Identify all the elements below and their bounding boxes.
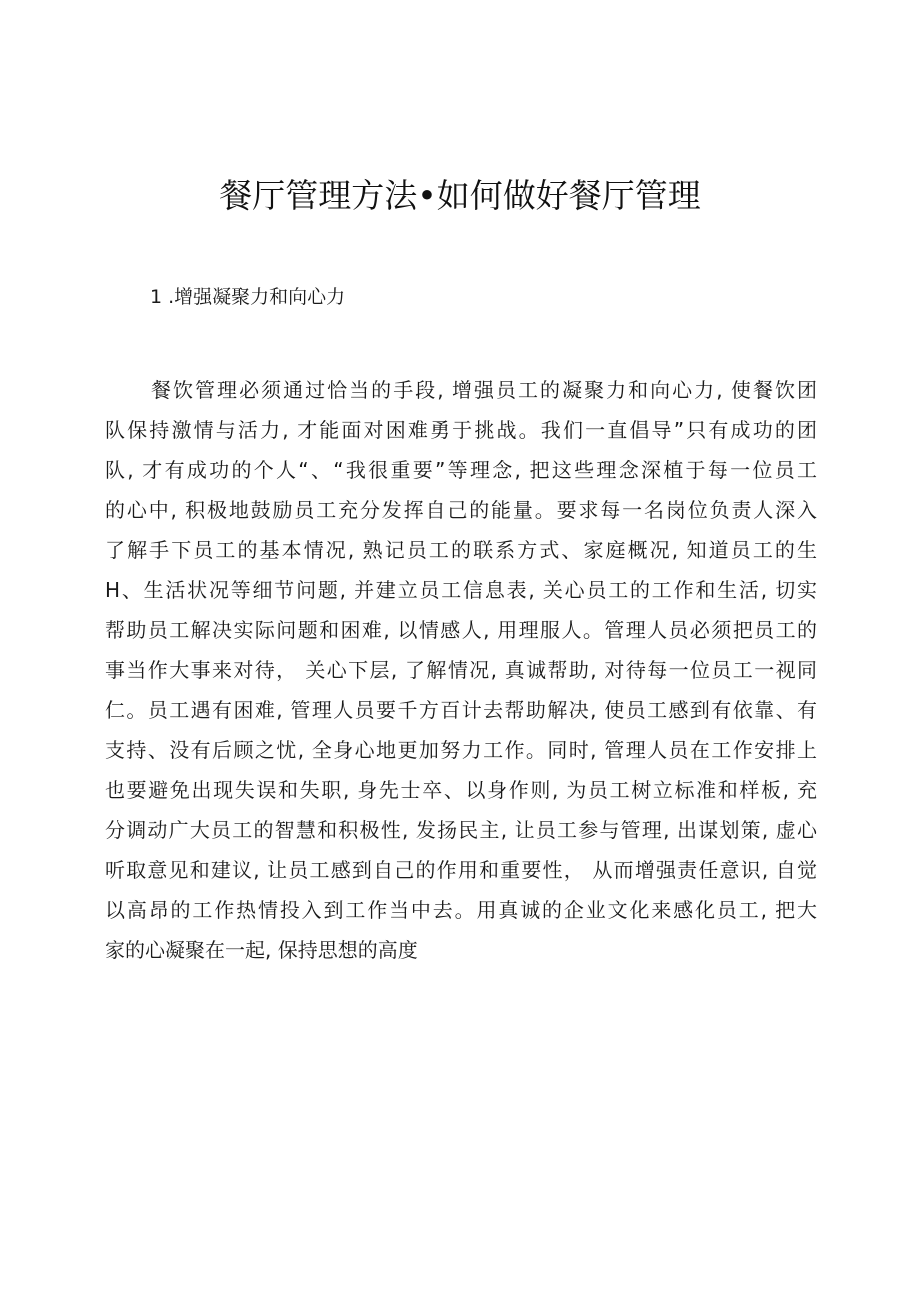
paragraph-line: H、生活状况等细节问题, 并建立员工信息表, 关心员工的工作和生活, 切实 [105, 578, 817, 602]
paragraph-line: 事当作大事来对待， 关心下层, 了解情况, 真诚帮助, 对待每一位员工一视同 [105, 658, 817, 682]
paragraph-line: 以高昂的工作热情投入到工作当中去。用真诚的企业文化来感化员工, 把大 [105, 898, 817, 922]
paragraph-line: 队, 才有成功的个人“、“我很重要”等理念, 把这些理念深植于每一位员工 [105, 458, 817, 482]
paragraph-line: 的心中, 积极地鼓励员工充分发挥自己的能量。要求每一名岗位负责人深入 [105, 498, 817, 522]
paragraph-line: 分调动广大员工的智慧和积极性, 发扬民主, 让员工参与管理, 出谋划策, 虚心 [105, 818, 817, 842]
paragraph-line: 帮助员工解决实际问题和困难, 以情感人, 用理服人。管理人员必须把员工的 [105, 618, 817, 642]
paragraph-line: 队保持激情与活力, 才能面对困难勇于挑战。我们一直倡导”只有成功的团 [105, 418, 817, 442]
paragraph-line: 餐饮管理必须通过恰当的手段, 增强员工的凝聚力和向心力, 使餐饮团 [151, 378, 817, 402]
page-title: 餐厅管理方法•如何做好餐厅管理 [219, 176, 701, 215]
paragraph-line: 仁。员工遇有困难, 管理人员要千方百计去帮助解决, 使员工感到有依靠、有 [105, 698, 817, 722]
paragraph-line: 支持、没有后顾之忧, 全身心地更加努力工作。同时, 管理人员在工作安排上 [105, 738, 817, 762]
paragraph-line: 听取意见和建议, 让员工感到自己的作用和重要性， 从而增强责任意识, 自觉 [105, 858, 817, 882]
paragraph-line: 了解手下员工的基本情况, 熟记员工的联系方式、家庭概况, 知道员工的生 [105, 538, 817, 562]
body-paragraph [105, 370, 817, 970]
section-heading: 1 .增强凝聚力和向心力 [150, 286, 346, 308]
paragraph-line: 家的心凝聚在一起, 保持思想的高度 [105, 938, 418, 962]
paragraph-line: 也要避免出现失误和失职, 身先士卒、以身作则, 为员工树立标准和样板, 充 [105, 778, 817, 802]
